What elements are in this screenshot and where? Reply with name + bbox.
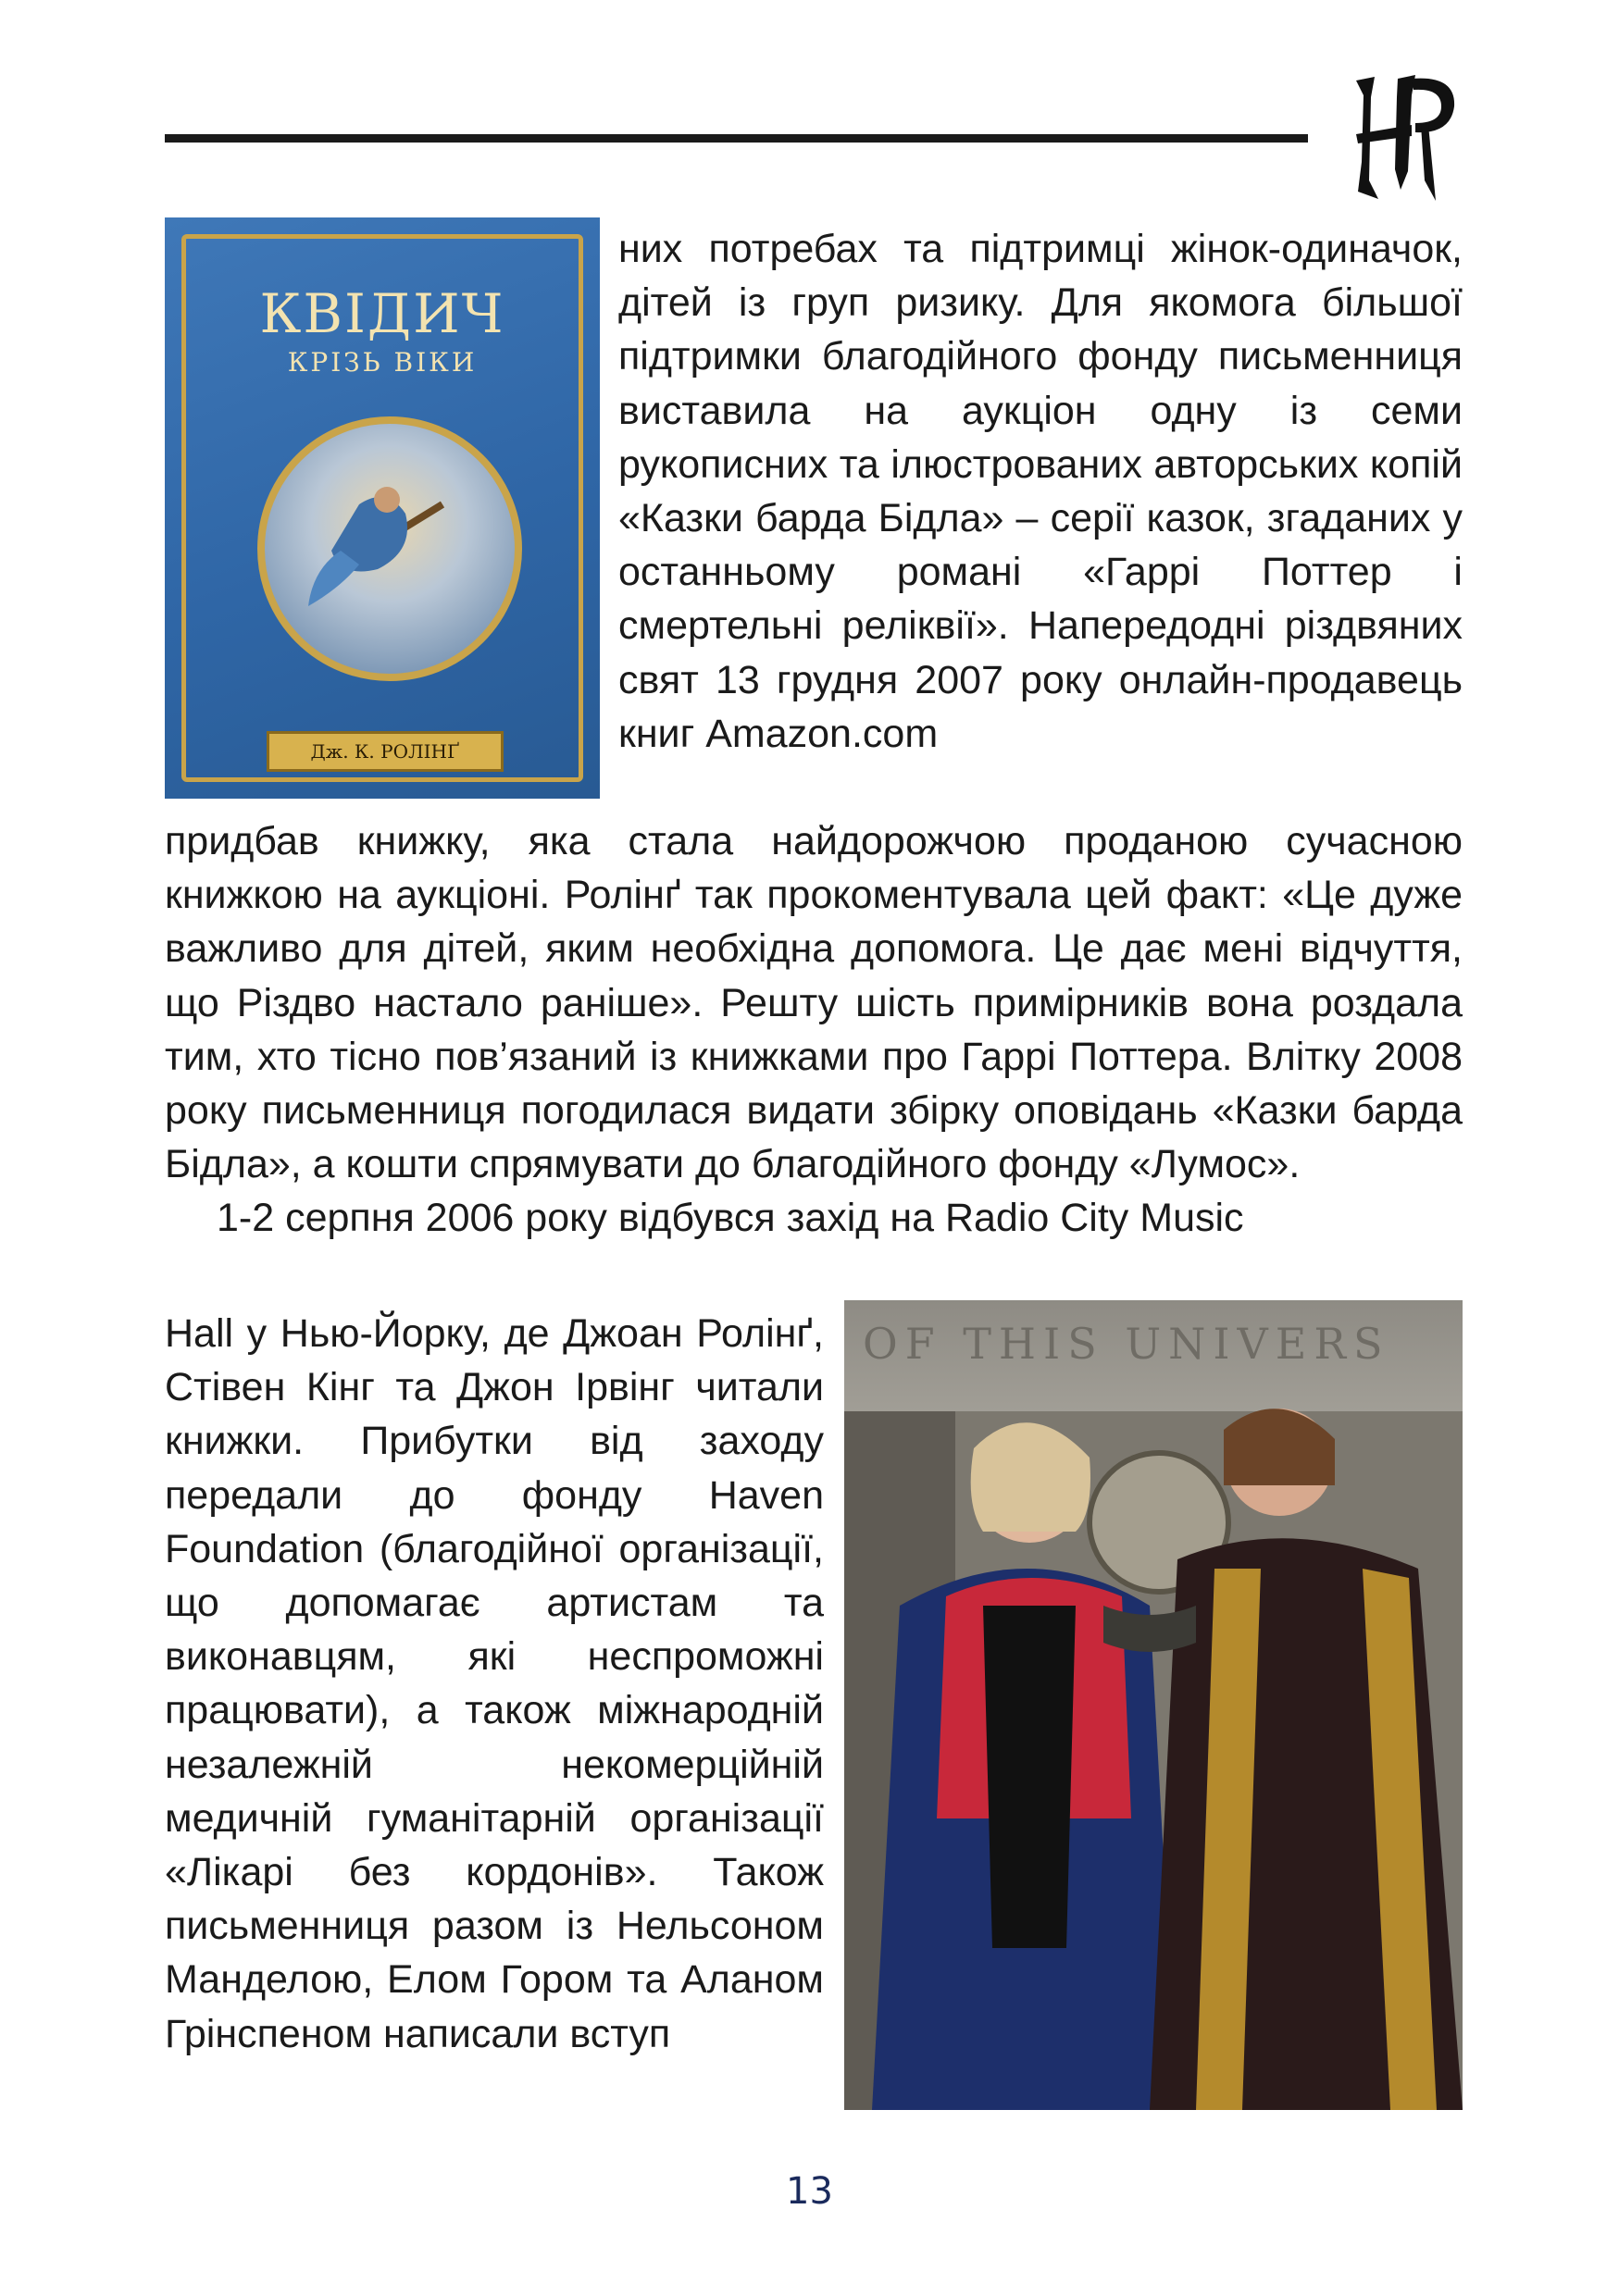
paragraph-1b: придбав книжку, яка стала найдорожчою проданою сучасною книжкою на аукціоні. Ролінґ так прокоментувала цей факт: «Це дуже важливо для дітей, яким необхідна допомога. Це дає мені відчуття, що Різдво настало раніше». Решту шість примірників вона роздала тим, хто тісно пов’язаний із книжками про Гаррі Поттера. Влітку 2008 року письменниця погодилася видати збірку оповідань «Казки барда Бідла», а кошти спрямувати до благодійного фонду «Лумос». bbox=[165, 819, 1463, 1187]
cover-subtitle: КРІЗЬ ВІКИ bbox=[287, 347, 478, 378]
header-rule bbox=[165, 134, 1308, 143]
page-number: 13 bbox=[786, 2170, 833, 2213]
book-cover-image bbox=[165, 217, 600, 799]
text-block-1 bbox=[618, 222, 1463, 761]
quidditch-rider-icon bbox=[304, 467, 452, 625]
photo-figures bbox=[844, 1300, 1463, 2110]
photo-engraving: OF THIS UNIVERS bbox=[863, 1319, 1390, 1369]
cover-title: КВІДИЧ bbox=[259, 282, 505, 345]
paragraph-1a: них потребах та підтримці жінок-одиначок, дітей із груп ризику. Для якомога більшої підтримки благодійного фонду письменниця виставила на аукціон одну із семи рукописних та ілюстрованих авторських копій «Казки барда Бідла» – серії казок, згаданих у останньому романі «Гаррі Поттер і смертельні реліквії». Напередодні різдвяних свят 13 грудня 2007 року онлайн-продавець книг Amazon.com bbox=[618, 227, 1463, 756]
text-block-2 bbox=[165, 814, 1463, 1246]
text-block-3 bbox=[165, 1307, 824, 2061]
harry-potter-logo-icon bbox=[1347, 69, 1463, 204]
award-photo bbox=[844, 1300, 1463, 2110]
cover-author: Дж. К. РОЛІНҐ bbox=[267, 731, 504, 772]
paragraph-2-start: 1-2 серпня 2006 року відбувся захід на Radio City Music bbox=[217, 1196, 1244, 1241]
paragraph-2-body: Hall у Нью-Йорку, де Джоан Ролінґ, Стівен Кінг та Джон Ірвінг читали книжки. Прибутки від заходу передали до фонду Haven Foundation (благодійної організації, що допомагає артистам та виконавцям, які неспроможні працювати), а також міжнародній незалежній некомерційній медичній гуманітарній організації «Лікарі без кордонів». Також письменниця разом із Нельсоном Манделою, Елом Гором та Аланом Грінспеном написали вступ bbox=[165, 1311, 824, 2056]
